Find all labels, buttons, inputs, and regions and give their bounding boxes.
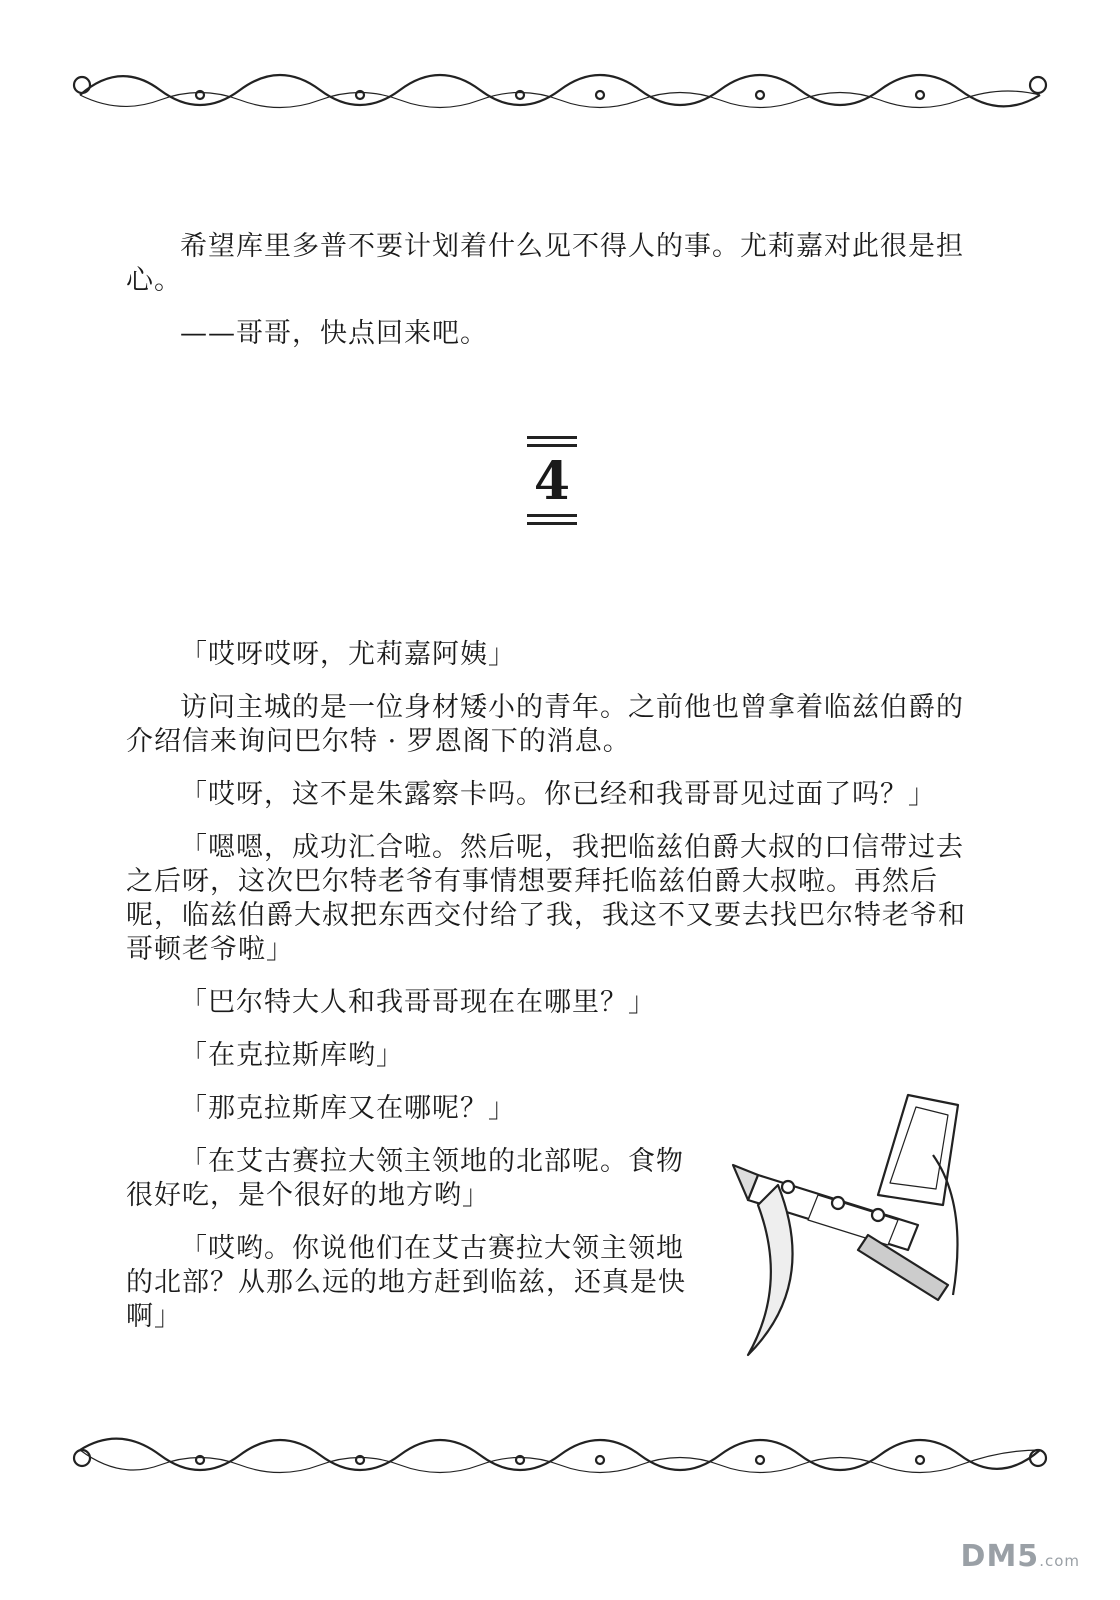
paragraph: 「嗯嗯，成功汇合啦。然后呢，我把临兹伯爵大叔的口信带过去之后呀，这次巴尔特老爷有事情想要拜托临兹伯爵大叔啦。再然后呢，临兹伯爵大叔把东西交付给了我，我这不又要去找巴尔特老爷和哥顿老爷啦」 [126,832,966,965]
top-ornamental-border [60,55,1060,125]
chapter-marker [520,436,584,548]
paragraph: 希望库里多普不要计划着什么见不得人的事。尤莉嘉对此很是担心。 [126,231,964,296]
paragraph: 「哎哟。你说他们在艾古赛拉大领主领地的北部？从那么远的地方赶到临兹，还真是快啊」 [126,1233,686,1332]
paragraph: 「在克拉斯库哟」 [180,1040,404,1071]
watermark-suffix: .com [1039,1552,1080,1570]
section-a [126,230,986,370]
artifact-illustration [718,1085,968,1370]
chapter-rule-bottom [527,514,577,517]
site-watermark [961,1539,1080,1574]
chapter-number: 4 [533,451,571,512]
watermark-main: DM5 [960,1539,1040,1574]
paragraph: 「那克拉斯库又在哪呢？」 [180,1093,516,1124]
chapter-rule-top-2 [527,444,577,447]
chapter-rule-top [527,436,577,439]
paragraph: 「哎呀哎呀，尤莉嘉阿姨」 [180,639,516,670]
bottom-ornamental-border [60,1420,1060,1490]
paragraph: 「在艾古赛拉大领主领地的北部呢。食物很好吃，是个很好的地方哟」 [126,1146,684,1211]
chapter-rule-bottom-2 [527,522,577,525]
paragraph: 「哎呀，这不是朱露察卡吗。你已经和我哥哥见过面了吗？」 [180,779,936,810]
paragraph: ——哥哥，快点回来吧。 [180,318,488,349]
paragraph: 「巴尔特大人和我哥哥现在在哪里？」 [180,987,656,1018]
paragraph: 访问主城的是一位身材矮小的青年。之前他也曾拿着临兹伯爵的介绍信来询问巴尔特 · 罗恩阁下的消息。 [126,692,964,757]
